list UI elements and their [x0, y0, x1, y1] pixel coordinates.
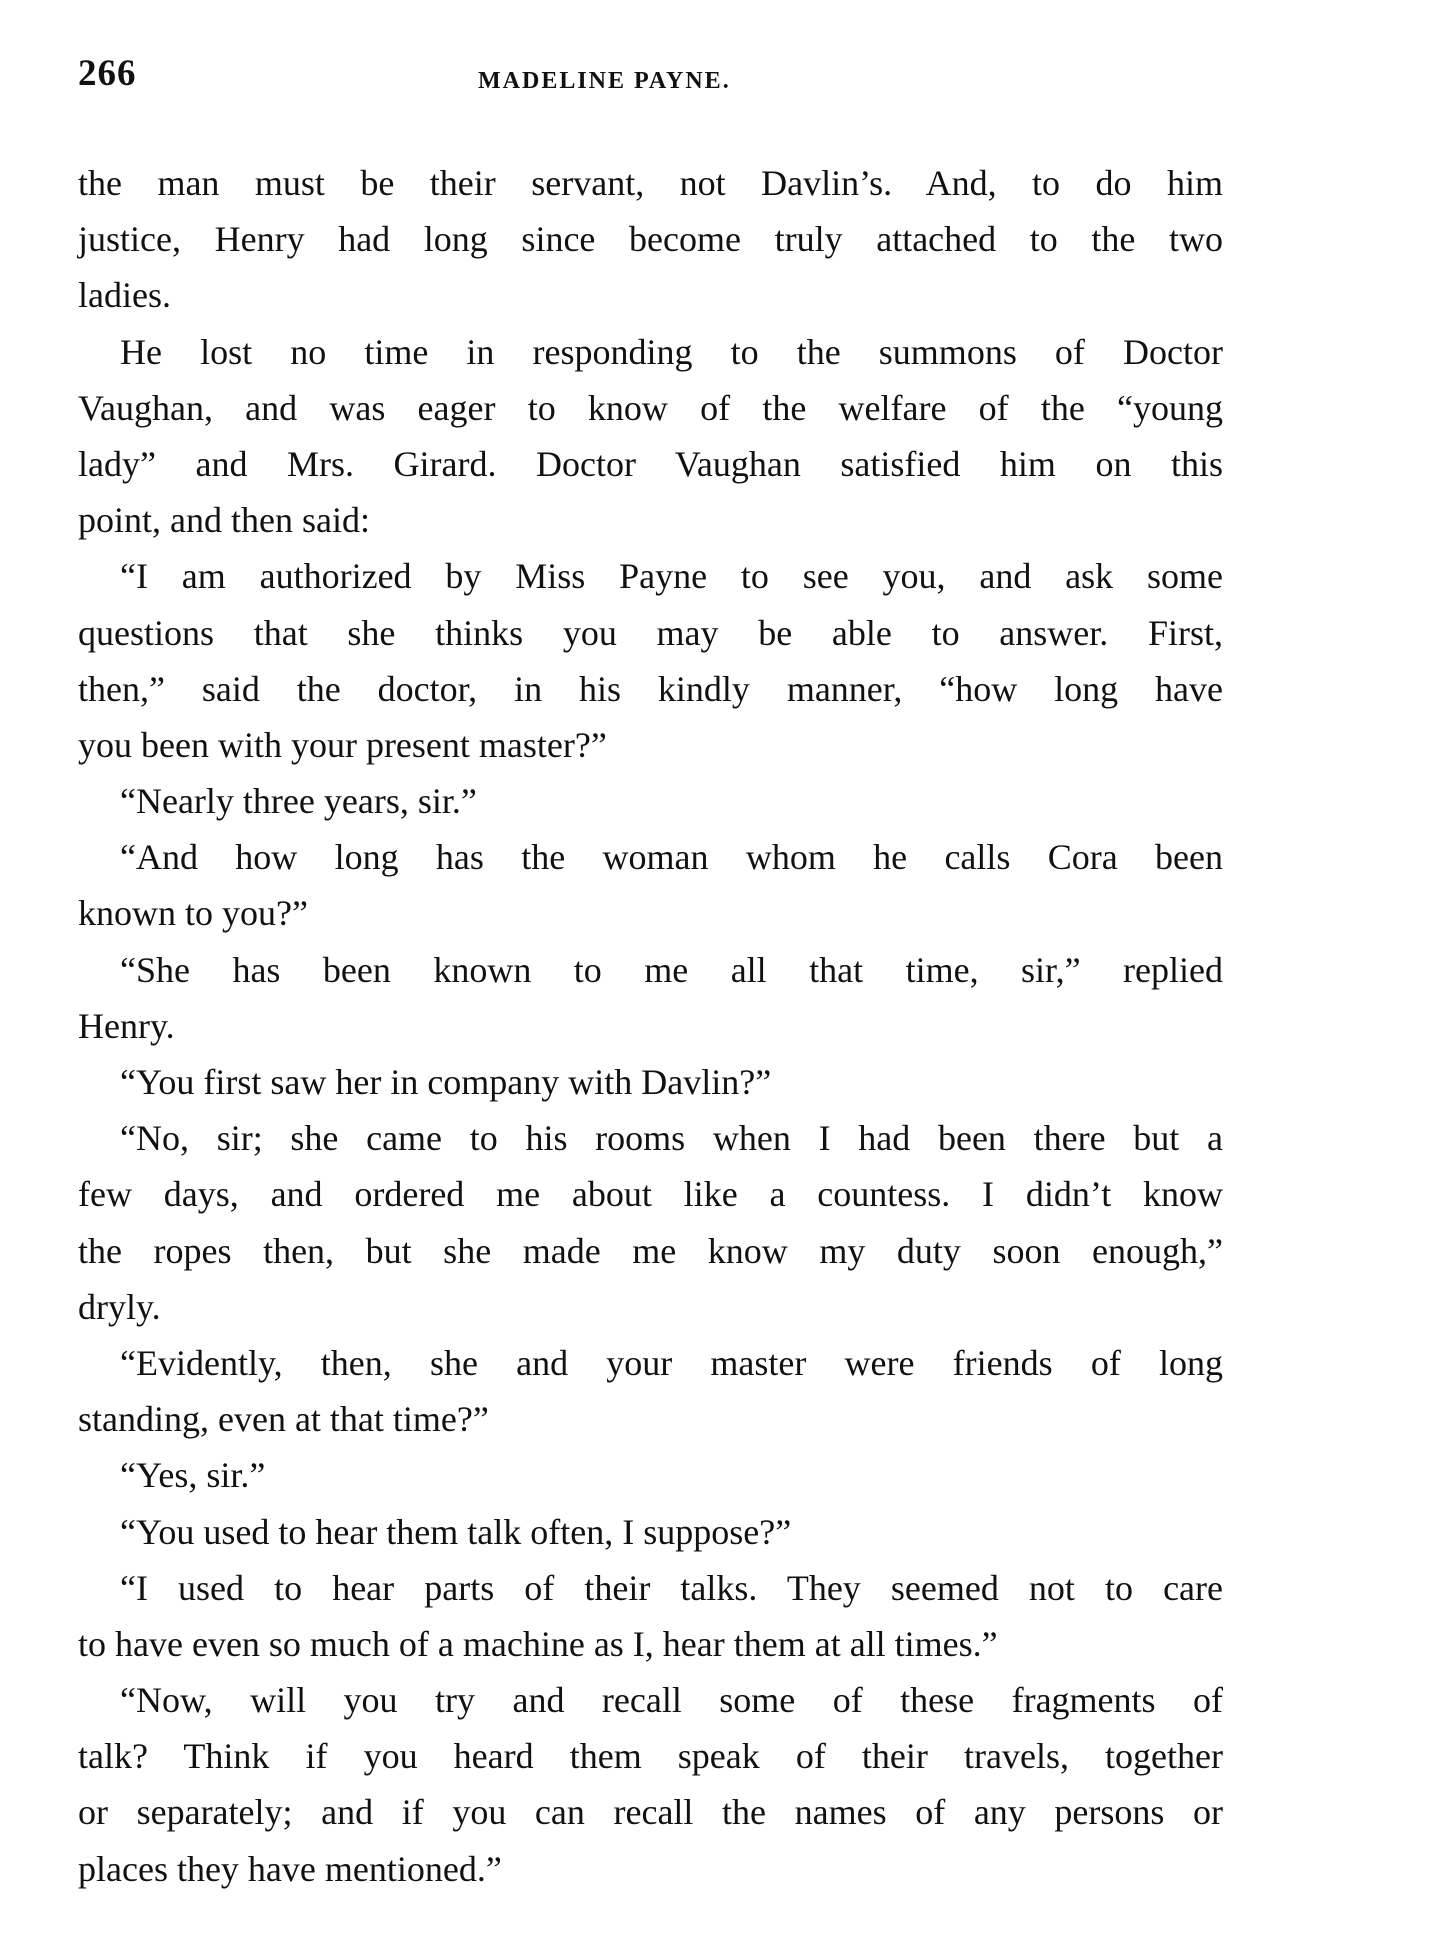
- page-number: 266: [78, 53, 137, 94]
- text-line: few days, and ordered me about like a countess. I didn’t know: [78, 1174, 1223, 1215]
- text-line: “I am authorized by Miss Payne to see you, and ask some: [120, 556, 1223, 597]
- text-line: “Evidently, then, she and your master were friends of long: [120, 1342, 1223, 1383]
- text-line: questions that she thinks you may be able to answer. First,: [78, 612, 1223, 653]
- text-line: ladies.: [78, 275, 171, 316]
- text-line: then,” said the doctor, in his kindly manner, “how long have: [78, 668, 1223, 709]
- text-line: point, and then said:: [78, 500, 370, 541]
- text-line: the ropes then, but she made me know my duty soon enough,”: [78, 1230, 1223, 1271]
- text-line: He lost no time in responding to the summons of Doctor: [120, 331, 1223, 372]
- text-line: standing, even at that time?”: [78, 1399, 489, 1440]
- text-line: or separately; and if you can recall the names of any persons or: [78, 1792, 1223, 1833]
- text-line: justice, Henry had long since become truly attached to the two: [78, 219, 1223, 260]
- text-line: places they have mentioned.”: [78, 1848, 502, 1889]
- text-line: “Nearly three years, sir.”: [120, 781, 477, 822]
- text-line: to have even so much of a machine as I, hear them at all times.”: [78, 1623, 998, 1664]
- text-line: Vaughan, and was eager to know of the welfare of the “young: [78, 387, 1223, 428]
- text-line: talk? Think if you heard them speak of their travels, together: [78, 1736, 1223, 1777]
- text-line: “You first saw her in company with Davlin?”: [120, 1062, 772, 1102]
- text-line: “Now, will you try and recall some of these fragments of: [120, 1680, 1223, 1721]
- text-line: dryly.: [78, 1286, 161, 1327]
- text-line: “You used to hear them talk often, I suppose?”: [120, 1511, 792, 1552]
- text-line: “Yes, sir.”: [120, 1455, 266, 1496]
- body-text: [78, 155, 1223, 1897]
- page-header: [78, 52, 1218, 112]
- text-line: “She has been known to me all that time, sir,” replied: [120, 949, 1223, 990]
- text-line: “And how long has the woman whom he calls Cora been: [120, 837, 1223, 878]
- text-line: lady” and Mrs. Girard. Doctor Vaughan satisfied him on this: [78, 443, 1223, 484]
- text-line: “No, sir; she came to his rooms when I had been there but a: [120, 1118, 1223, 1159]
- text-line: known to you?”: [78, 893, 308, 934]
- running-title: MADELINE PAYNE.: [478, 68, 731, 94]
- text-line: Henry.: [78, 1005, 175, 1046]
- text-line: the man must be their servant, not Davlin’s. And, to do him: [78, 163, 1223, 203]
- text-line: “I used to hear parts of their talks. They seemed not to care: [120, 1567, 1223, 1608]
- text-line: you been with your present master?”: [78, 724, 607, 765]
